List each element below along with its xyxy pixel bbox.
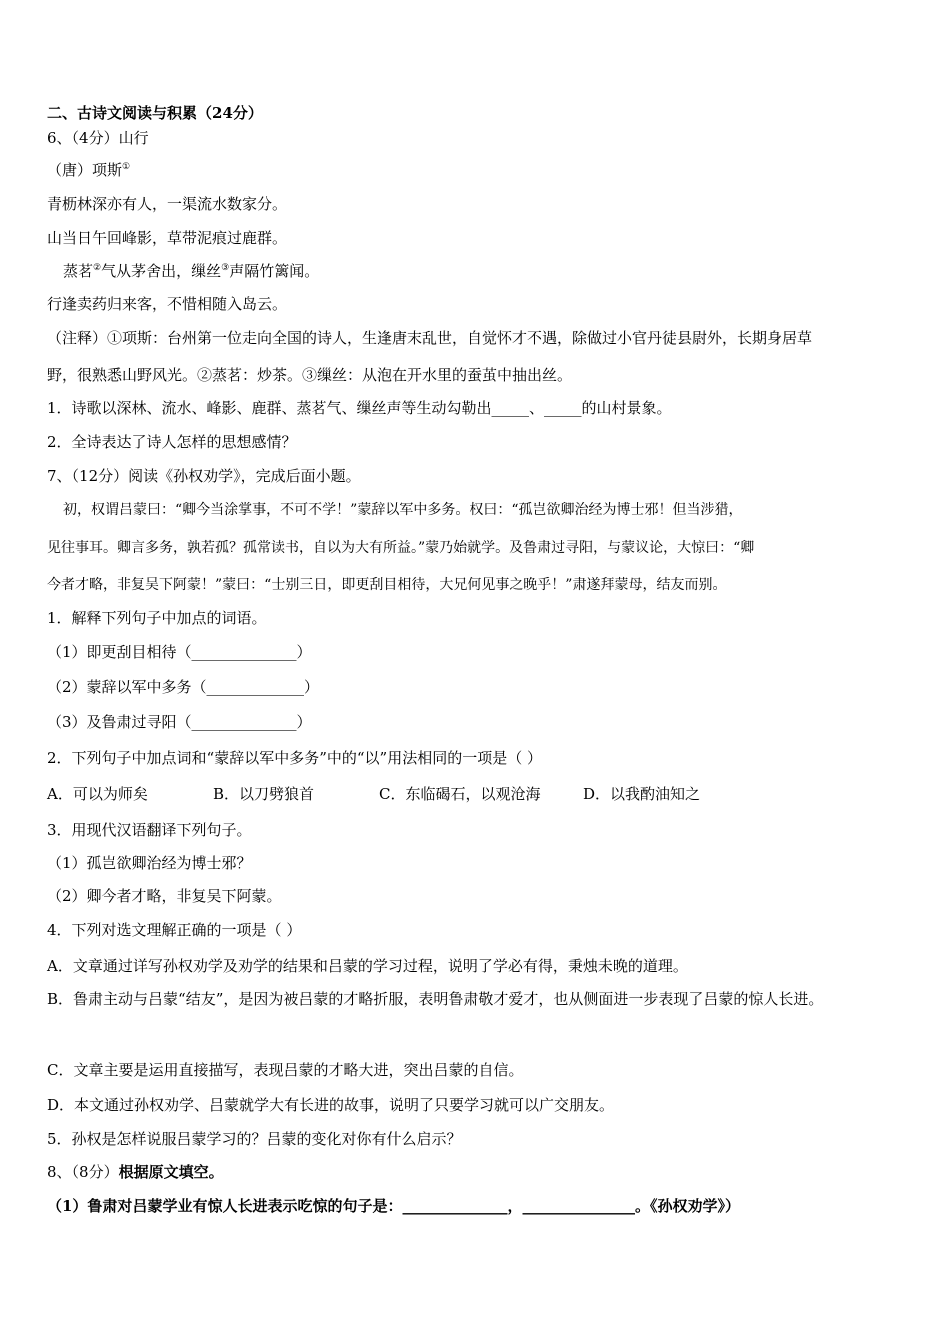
q7-s1-title: 1．解释下列句子中加点的词语。 (47, 609, 267, 627)
footnote-mark: ② (93, 263, 102, 273)
option-a: A．可以为师矣 (47, 785, 148, 803)
q7-header: 7、（12分）阅读《孙权劝学》，完成后面小题。 (47, 467, 361, 485)
q7-s4-option-b: B．鲁肃主动与吕蒙“结友”，是因为被吕蒙的才略折服，表明鲁肃敬才爱才，也从侧面进一步表现了吕蒙的惊人长进。 (47, 990, 824, 1008)
q7-s4-option-d: D．本文通过孙权劝学、吕蒙就学大有长进的故事，说明了只要学习就可以广交朋友。 (47, 1096, 615, 1114)
poem-line-3-part-a: 蒸茗 (63, 262, 94, 280)
notes-line-1: （注释）①项斯：台州第一位走向全国的诗人，生逢唐末乱世，自觉怀才不遇，除做过小官丹徒县尉外，长期身居草 (47, 329, 813, 347)
footnote-mark: ③ (221, 263, 230, 273)
passage-line-1: 初，权谓吕蒙曰：“卿今当涂掌事，不可不学！”蒙辞以军中多务。权曰：“孤岂欲卿治经为博士邪！但当涉猎， (63, 502, 743, 518)
footnote-mark: ① (122, 162, 131, 172)
poem-line-3-part-b: 气从茅舍出，缫丝 (101, 262, 222, 280)
notes-line-2: 野，很熟悉山野风光。②蒸茗：炒茶。③缫丝：从泡在开水里的蚕茧中抽出丝。 (47, 366, 573, 384)
passage-line-3: 今者才略，非复吴下阿蒙！”蒙曰：“士别三日，即更刮目相待，大兄何见事之晚乎！”肃遂拜蒙母，结友而别。 (47, 577, 727, 593)
poem-line-3 (47, 261, 933, 281)
q7-s2-title: 2．下列句子中加点词和“蒙辞以军中多务”中的“以”用法相同的一项是（ ） (47, 749, 542, 767)
q6-sub-1: 1．诗歌以深林、流水、峰影、鹿群、蒸茗气、缫丝声等生动勾勒出_____、_____的山村景象。 (47, 399, 672, 417)
q6-header: 6、（4分）山行 (47, 129, 149, 147)
q8-header-prefix: 8、（8分） (47, 1163, 119, 1181)
q7-s4-option-c: C．文章主要是运用直接描写，表现吕蒙的才略大进，突出吕蒙的自信。 (47, 1061, 524, 1079)
q7-s2-options (47, 784, 917, 804)
q7-s3-b: （2）卿今者才略，非复吴下阿蒙。 (47, 887, 282, 905)
option-b: B．以刀劈狼首 (213, 785, 315, 803)
option-d: D．以我酌油知之 (583, 785, 701, 803)
poem-line-3-part-c: 声隔竹篱闻。 (229, 262, 320, 280)
q7-s5: 5．孙权是怎样说服吕蒙学习的？吕蒙的变化对你有什么启示？ (47, 1130, 462, 1148)
q7-s4-title: 4．下列对选文理解正确的一项是（ ） (47, 921, 302, 939)
q7-s4-option-a: A．文章通过详写孙权劝学及劝学的结果和吕蒙的学习过程，说明了学必有得，秉烛未晚的道理。 (47, 957, 688, 975)
poem-line-1: 青枥林深亦有人，一渠流水数家分。 (47, 195, 288, 213)
poem-line-4: 行逢卖药归来客，不惜相随入岛云。 (47, 295, 288, 313)
q6-sub-2: 2．全诗表达了诗人怎样的思想感情？ (47, 433, 297, 451)
q8-item-1: （1）鲁肃对吕蒙学业有惊人长进表示吃惊的句子是：______________，_______________。《孙权劝学》） (47, 1197, 740, 1215)
option-c: C．东临碣石，以观沧海 (379, 785, 541, 803)
q7-s1-a: （1）即更刮目相待（______________） (47, 643, 312, 661)
q8-header-bold: 根据原文填空。 (118, 1163, 224, 1181)
poem-author-text: （唐）项斯 (47, 161, 123, 179)
q8-header (47, 1162, 917, 1182)
q7-s1-b: （2）蒙辞以军中多务（_____________） (47, 678, 320, 696)
section-title: 二、古诗文阅读与积累（24分） (47, 104, 263, 122)
q7-s3-a: （1）孤岂欲卿治经为博士邪？ (47, 854, 252, 872)
poem-line-2: 山当日午回峰影，草带泥痕过鹿群。 (47, 229, 288, 247)
q7-s3-title: 3．用现代汉语翻译下列句子。 (47, 821, 252, 839)
poem-author (47, 160, 917, 180)
q7-s1-c: （3）及鲁肃过寻阳（______________） (47, 713, 312, 731)
passage-line-2: 见往事耳。卿言多务，孰若孤？孤常读书，自以为大有所益。”蒙乃始就学。及鲁肃过寻阳，与蒙议论，大惊曰：“卿 (47, 540, 755, 556)
